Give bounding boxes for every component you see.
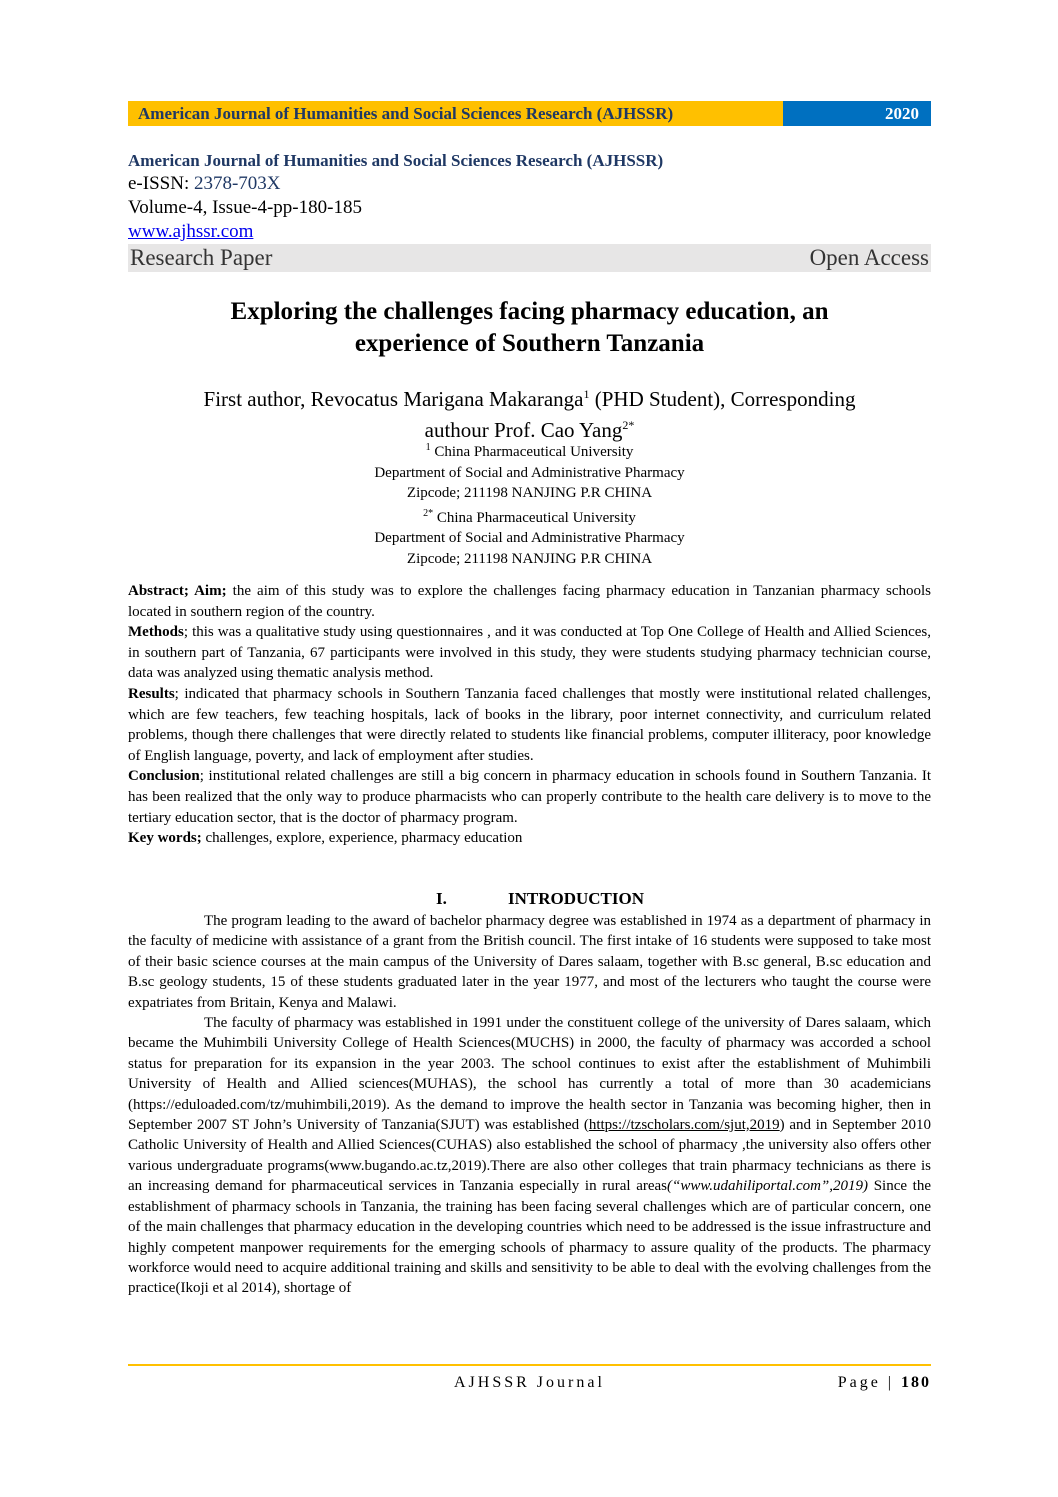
title-line-2: experience of Southern Tanzania xyxy=(354,330,705,357)
aim-label: Abstract; Aim; xyxy=(128,583,227,599)
affiliation-1-university xyxy=(128,438,931,463)
footer-rule xyxy=(128,1364,931,1366)
affiliation-2-dept: Department of Social and Administrative Pharmacy xyxy=(374,530,685,547)
affiliation-1-name: China Pharmaceutical University xyxy=(430,444,634,460)
affiliations xyxy=(128,438,931,570)
paper-type: Research Paper xyxy=(130,245,273,270)
page-number: 180 xyxy=(901,1374,931,1391)
running-header xyxy=(128,101,931,126)
results-text: ; indicated that pharmacy schools in Southern Tanzania faced challenges that mostly were institutional related challenges, which are few teachers, few teaching hospitals, lack of books in the library, poor internet connectivity, and curriculum related problems, though there challenges that were directly related to students like financial problems, computer illiteracy, poor knowledge of English language, poverty, and lack of employment after studies. xyxy=(128,685,931,764)
intro-paragraph-2 xyxy=(128,1013,931,1299)
page-label: Page | xyxy=(837,1374,901,1391)
methods-label: Methods xyxy=(128,624,184,641)
aim-text: the aim of this study was to explore the challenges facing pharmacy education in Tanzanian pharmacy schools located in southern region of the country. xyxy=(128,583,931,620)
title-line-1: Exploring the challenges facing pharmacy education, an xyxy=(230,298,829,325)
author-list xyxy=(128,381,931,443)
author-line-1 xyxy=(128,381,931,412)
masthead xyxy=(128,150,931,272)
issn-label: e-ISSN: xyxy=(128,173,194,194)
results-label: Results xyxy=(128,685,175,702)
footer-journal: AJHSSR Journal xyxy=(454,1374,605,1391)
udahiliportal-citation: (“www.udahiliportal.com”,2019) xyxy=(667,1178,869,1195)
affiliation-1-sup: 1 xyxy=(425,442,431,453)
author-1-name: First author, Revocatus Marigana Makaranga xyxy=(203,387,584,411)
abstract-methods xyxy=(128,622,931,684)
keywords-text: challenges, explore, experience, pharmacy education xyxy=(201,830,523,847)
affiliation-2-zip: Zipcode; 211198 NANJING P.R CHINA xyxy=(406,550,653,567)
section-title: INTRODUCTION xyxy=(508,889,645,908)
abstract xyxy=(128,581,931,849)
abstract-conclusion xyxy=(128,766,931,828)
affiliation-2-name: China Pharmaceutical University xyxy=(433,509,636,526)
intro-p2-text-c: Since the establishment of pharmacy schools in Tanzania, the training has been facing several challenges which are of particular concern, one of the main challenges that pharmacy education in the developing countries which need to be addressed is the issue infrastructure and highly competent manpower requirements for the emerging schools of pharmacy to assure quality of the products. The pharmacy workforce would need to acquire additional training and skills and sensitivity to be able to deal with the evolving challenges from the practice(Ikoji et al 2014), shortage of xyxy=(128,1178,932,1297)
intro-p2-text-a: The faculty of pharmacy was established in 1991 under the constituent college of the university of Dares salaam, which became the Muhimbili University College of Health Sciences(MUCHS) in 2000, the faculty of pharmacy was accorded a school status for preparation for its expansion in the year 2003. The school continues to exist after the establishment of Muhimbili University of Health and Allied sciences(MUHAS), the school has currently a total of more than 30 academicians (https://eduloaded.com/tz/muhimbili,2019). As the demand to improve the health sector in Tanzania was becoming higher, then in September 2007 ST John’s University of Tanzania(SJUT) was established ( xyxy=(128,1015,931,1134)
abstract-results xyxy=(128,684,931,766)
author-2-sup: 2* xyxy=(622,418,635,432)
methods-text: ; this was a qualitative study using questionnaires , and it was conducted at Top One College of Health and Allied Sciences, in southern part of Tanzania, 67 participants were involved in this study, they were students studying pharmacy technician course, data was analyzed using thematic analysis method. xyxy=(128,624,931,682)
access-type: Open Access xyxy=(809,245,929,270)
tzscholars-link[interactable]: https://tzscholars.com/sjut,2019 xyxy=(588,1117,780,1134)
paper-type-bar xyxy=(128,244,931,272)
issn-value: 2378-703X xyxy=(193,173,281,194)
intro-p2-text-b: ) and in September 2010 Catholic University of Health and Allied Sciences(CUHAS) also established the school of pharmacy ,the university also offers other various undergraduate programs(www.bugando.ac.tz,2019).There are also other colleges that train pharmacy technicians as there is an increasing demand for pharmaceutical services in Tanzania especially in rural areas xyxy=(128,1117,932,1195)
author-1-role: (PHD Student), Corresponding xyxy=(589,387,856,411)
paper-title xyxy=(128,296,931,360)
affiliation-1-zip: Zipcode; 211198 NANJING P.R CHINA xyxy=(406,485,653,502)
masthead-journal: American Journal of Humanities and Social Sciences Research (AJHSSR) xyxy=(128,151,664,170)
journal-website-link[interactable]: www.ajhssr.com xyxy=(128,221,254,242)
abstract-keywords xyxy=(128,828,931,849)
running-header-year: 2020 xyxy=(783,101,931,126)
masthead-issn xyxy=(128,172,931,196)
footer-page-number xyxy=(838,1372,931,1394)
section-number: I. xyxy=(436,889,447,908)
keywords-label: Key words; xyxy=(128,830,202,847)
abstract-aim xyxy=(128,581,931,622)
affiliation-1-dept: Department of Social and Administrative Pharmacy xyxy=(374,464,685,481)
masthead-volume: Volume-4, Issue-4-pp-180-185 xyxy=(128,197,362,218)
introduction-body xyxy=(128,911,931,1299)
running-header-journal: American Journal of Humanities and Social Sciences Research (AJHSSR) xyxy=(128,101,783,126)
conclusion-label: Conclusion xyxy=(128,768,200,785)
intro-paragraph-1: The program leading to the award of bachelor pharmacy degree was established in 1974 as a department of pharmacy in the faculty of medicine with assistance of a grant from the British council. The first intake of 16 students were supposed to take most of their basic science courses at the main campus of the University of Dares salaam, together with B.sc general, B.sc education and B.sc geology students, 15 of these students graduated later in the year 1977, and most of the lecturers who taught the course were expatriates from Britain, Kenya and Malawi. xyxy=(128,913,931,1011)
author-2-name: authour Prof. Cao Yang xyxy=(424,418,623,442)
conclusion-text: ; institutional related challenges are still a big concern in pharmacy education in schools found in Southern Tanzania. It has been realized that the only way to produce pharmacists who can properly contribute to the health care delivery is to move to the tertiary education sector, that is the doctor of pharmacy program. xyxy=(128,768,931,826)
author-1-sup: 1 xyxy=(583,387,590,401)
affiliation-2-university xyxy=(128,504,931,529)
affiliation-2-sup: 2* xyxy=(423,507,434,519)
